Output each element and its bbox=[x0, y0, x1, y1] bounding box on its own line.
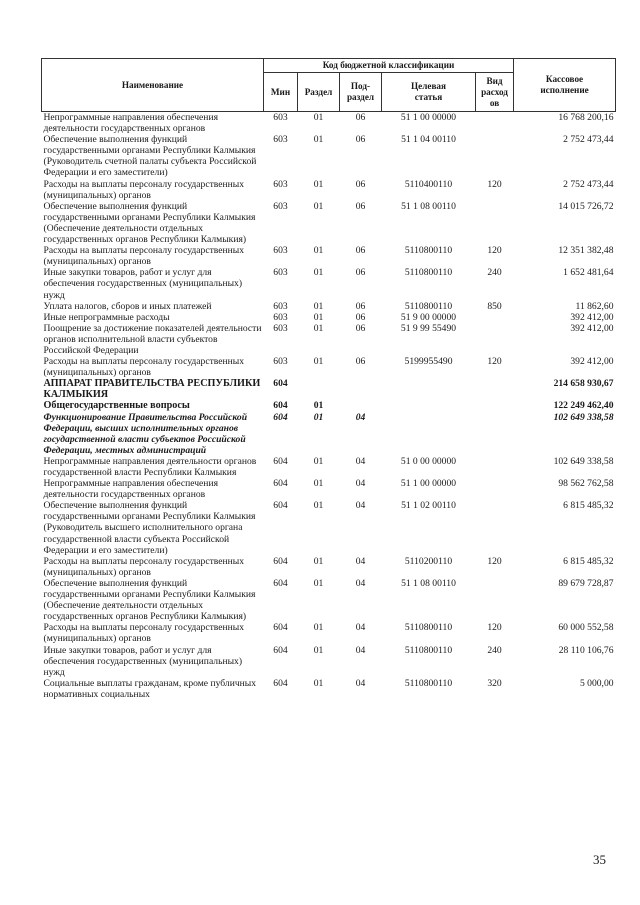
row-name: Обеспечение выполнения функций государственными органами Республики Калмыкия (Обеспечение деятельности отдельных государственных органов Республики Калмыкия) bbox=[43, 200, 256, 246]
row-amount: 102 649 338,58 bbox=[553, 411, 614, 423]
row-min: 604 bbox=[273, 677, 288, 689]
header-podrazdel: Под- раздел bbox=[340, 73, 382, 112]
row-amount: 392 412,00 bbox=[570, 356, 614, 368]
row-podrazdel: 04 bbox=[355, 677, 366, 689]
row-amount: 12 351 382,48 bbox=[558, 245, 614, 257]
row-vid: 320 bbox=[487, 677, 502, 689]
row-amount: 392 412,00 bbox=[570, 311, 614, 323]
row-podrazdel: 06 bbox=[355, 200, 366, 212]
row-name: АППАРАТ ПРАВИТЕЛЬСТВА РЕСПУБЛИКИ КАЛМЫКИЯ bbox=[43, 378, 261, 401]
row-podrazdel: 04 bbox=[355, 500, 366, 512]
row-amount: 2 752 473,44 bbox=[563, 134, 614, 146]
row-min: 604 bbox=[273, 555, 288, 567]
row-razdel: 01 bbox=[313, 267, 324, 279]
row-razdel: 01 bbox=[313, 400, 324, 412]
row-min: 603 bbox=[273, 178, 288, 190]
row-name: Расходы на выплаты персоналу государственных (муниципальных) органов bbox=[43, 622, 245, 645]
row-razdel: 01 bbox=[313, 622, 324, 634]
header-razdel: Раздел bbox=[298, 73, 340, 112]
table-row bbox=[42, 134, 616, 178]
header-code-group: Код бюджетной классификации bbox=[264, 59, 514, 73]
row-razdel: 01 bbox=[313, 555, 324, 567]
table-row bbox=[42, 201, 616, 245]
row-podrazdel: 06 bbox=[355, 322, 366, 334]
header-statya: Целевая статья bbox=[382, 73, 476, 112]
row-razdel: 01 bbox=[313, 322, 324, 334]
page-number: 35 bbox=[593, 852, 606, 867]
row-razdel bbox=[298, 378, 340, 400]
row-podrazdel: 04 bbox=[355, 411, 366, 423]
row-statya: 51 1 02 00110 bbox=[401, 500, 456, 512]
row-name: Расходы на выплаты персоналу государственных (муниципальных) органов bbox=[43, 555, 245, 578]
row-name: Иные непрограммные расходы bbox=[43, 311, 170, 323]
row-razdel: 01 bbox=[313, 134, 324, 146]
row-amount: 6 815 485,32 bbox=[563, 555, 614, 567]
row-min: 604 bbox=[273, 400, 288, 412]
row-vid bbox=[476, 201, 514, 245]
row-podrazdel: 04 bbox=[355, 622, 366, 634]
row-podrazdel bbox=[340, 378, 382, 400]
row-vid: 120 bbox=[487, 245, 502, 257]
row-vid: 120 bbox=[487, 622, 502, 634]
row-razdel: 01 bbox=[313, 677, 324, 689]
row-min: 603 bbox=[273, 322, 288, 334]
table-row bbox=[42, 378, 616, 400]
table-header bbox=[42, 59, 616, 112]
table-row bbox=[42, 478, 616, 500]
row-vid bbox=[476, 400, 514, 411]
row-statya: 5110800110 bbox=[404, 267, 453, 279]
row-razdel: 01 bbox=[313, 577, 324, 589]
table-row bbox=[42, 500, 616, 555]
row-amount: 2 752 473,44 bbox=[563, 178, 614, 190]
table-row bbox=[42, 578, 616, 622]
row-min: 604 bbox=[273, 378, 288, 390]
budget-table bbox=[41, 58, 616, 700]
row-vid: 240 bbox=[487, 267, 502, 279]
row-name: Расходы на выплаты персоналу государственных (муниципальных) органов bbox=[43, 356, 245, 379]
row-podrazdel: 06 bbox=[355, 134, 366, 146]
table-row bbox=[42, 356, 616, 378]
row-statya bbox=[382, 400, 476, 411]
row-razdel: 01 bbox=[313, 411, 324, 423]
row-statya: 5110800110 bbox=[404, 622, 453, 634]
row-razdel: 01 bbox=[313, 112, 324, 123]
row-min: 604 bbox=[273, 644, 288, 656]
row-min: 604 bbox=[273, 500, 288, 512]
row-podrazdel: 06 bbox=[355, 356, 366, 368]
row-amount: 11 862,60 bbox=[575, 300, 614, 312]
row-min: 603 bbox=[273, 112, 288, 123]
row-statya: 51 0 00 00000 bbox=[400, 455, 457, 467]
row-name: Непрограммные направления обеспечения деятельности государственных органов bbox=[43, 112, 218, 135]
table-row bbox=[42, 245, 616, 267]
row-statya: 5199955490 bbox=[404, 356, 453, 368]
row-min: 604 bbox=[273, 411, 288, 423]
row-statya: 51 1 08 00110 bbox=[401, 200, 456, 212]
row-name: Иные закупки товаров, работ и услуг для обеспечения государственных (муниципальных) нужд bbox=[43, 644, 243, 678]
row-vid bbox=[476, 500, 514, 555]
row-min: 603 bbox=[273, 245, 288, 257]
row-amount: 89 679 728,87 bbox=[558, 577, 614, 589]
row-vid bbox=[476, 412, 514, 456]
row-statya: 5110200110 bbox=[404, 555, 453, 567]
header-vid: Вид расход ов bbox=[476, 73, 514, 112]
row-razdel: 01 bbox=[313, 300, 324, 312]
row-min: 604 bbox=[273, 455, 288, 467]
row-podrazdel: 06 bbox=[355, 245, 366, 257]
row-amount: 6 815 485,32 bbox=[563, 500, 614, 512]
row-vid: 120 bbox=[487, 356, 502, 368]
row-min: 603 bbox=[273, 300, 288, 312]
row-statya: 51 9 00 00000 bbox=[400, 311, 457, 323]
row-amount: 214 658 930,67 bbox=[553, 378, 614, 390]
table-row bbox=[42, 312, 616, 323]
row-statya: 5110800110 bbox=[404, 300, 453, 312]
row-podrazdel: 06 bbox=[355, 300, 366, 312]
row-amount: 392 412,00 bbox=[570, 322, 614, 334]
table-row bbox=[42, 301, 616, 312]
row-vid: 240 bbox=[487, 644, 502, 656]
table-row bbox=[42, 267, 616, 300]
table-row bbox=[42, 112, 616, 135]
row-vid bbox=[476, 134, 514, 178]
row-name: Расходы на выплаты персоналу государственных (муниципальных) органов bbox=[43, 245, 245, 268]
row-vid bbox=[476, 578, 514, 622]
row-name: Непрограммные направления обеспечения деятельности государственных органов bbox=[43, 478, 218, 501]
row-statya bbox=[382, 378, 476, 400]
row-min: 604 bbox=[273, 577, 288, 589]
row-name: Иные закупки товаров, работ и услуг для обеспечения государственных (муниципальных) нужд bbox=[43, 267, 243, 301]
table-row bbox=[42, 323, 616, 356]
row-min: 603 bbox=[273, 311, 288, 323]
row-name: Социальные выплаты гражданам, кроме публичных нормативных социальных bbox=[43, 677, 257, 700]
row-amount: 28 110 106,76 bbox=[558, 644, 614, 656]
row-razdel: 01 bbox=[313, 455, 324, 467]
row-podrazdel: 06 bbox=[355, 311, 366, 323]
row-podrazdel: 06 bbox=[355, 178, 366, 190]
row-min: 603 bbox=[273, 267, 288, 279]
row-vid bbox=[476, 312, 514, 323]
row-amount: 14 015 726,72 bbox=[558, 200, 614, 212]
row-podrazdel: 06 bbox=[355, 112, 366, 123]
row-amount: 60 000 552,58 bbox=[558, 622, 614, 634]
row-statya: 51 1 00 00000 bbox=[400, 112, 457, 123]
row-name: Общегосударственные вопросы bbox=[43, 400, 190, 412]
row-statya bbox=[382, 412, 476, 456]
row-vid: 120 bbox=[487, 555, 502, 567]
row-podrazdel: 04 bbox=[355, 577, 366, 589]
row-razdel: 01 bbox=[313, 311, 324, 323]
header-kassa: Кассовое исполнение bbox=[514, 59, 616, 112]
row-razdel: 01 bbox=[313, 356, 324, 368]
row-razdel: 01 bbox=[313, 478, 324, 490]
row-statya: 51 1 04 00110 bbox=[401, 134, 456, 146]
table-row bbox=[42, 622, 616, 644]
row-razdel: 01 bbox=[313, 500, 324, 512]
row-statya: 51 9 99 55490 bbox=[400, 322, 457, 334]
row-name: Поощрение за достижение показателей деятельности органов исполнительной власти субъектов Российской Федерации bbox=[43, 322, 262, 356]
table-row bbox=[42, 412, 616, 456]
row-vid bbox=[476, 112, 514, 135]
row-vid: 120 bbox=[487, 178, 502, 190]
row-amount: 1 652 481,64 bbox=[563, 267, 614, 279]
row-statya: 5110400110 bbox=[404, 178, 453, 190]
row-min: 604 bbox=[273, 478, 288, 490]
row-min: 604 bbox=[273, 622, 288, 634]
row-amount: 16 768 200,16 bbox=[558, 112, 614, 123]
row-name: Расходы на выплаты персоналу государственных (муниципальных) органов bbox=[43, 178, 245, 201]
row-amount: 98 562 762,58 bbox=[558, 478, 614, 490]
row-razdel: 01 bbox=[313, 644, 324, 656]
row-vid bbox=[476, 378, 514, 400]
table-row bbox=[42, 179, 616, 201]
row-amount: 102 649 338,58 bbox=[553, 455, 614, 467]
row-razdel: 01 bbox=[313, 200, 324, 212]
row-razdel: 01 bbox=[313, 178, 324, 190]
row-statya: 51 1 08 00110 bbox=[401, 577, 456, 589]
table-row bbox=[42, 400, 616, 411]
row-name: Обеспечение выполнения функций государственными органами Республики Калмыкия (Обеспечение деятельности отдельных государственных органов Республики Калмыкия) bbox=[43, 577, 256, 623]
row-statya: 51 1 00 00000 bbox=[400, 478, 457, 490]
header-name: Наименование bbox=[42, 59, 264, 112]
row-razdel: 01 bbox=[313, 245, 324, 257]
table-row bbox=[42, 678, 616, 700]
row-podrazdel bbox=[340, 400, 382, 411]
row-name: Непрограммные направления деятельности органов государственной власти Республики Калмыкия bbox=[43, 455, 257, 478]
row-name: Уплата налогов, сборов и иных платежей bbox=[43, 300, 212, 312]
row-vid: 850 bbox=[487, 300, 502, 312]
row-min: 603 bbox=[273, 200, 288, 212]
row-podrazdel: 06 bbox=[355, 267, 366, 279]
table-body bbox=[42, 112, 616, 700]
row-name: Обеспечение выполнения функций государственными органами Республики Калмыкия (Руководитель счетной палаты субъекта Российской Федерации и его заместители) bbox=[43, 134, 257, 179]
table-row bbox=[42, 556, 616, 578]
row-vid bbox=[476, 456, 514, 478]
row-min: 603 bbox=[273, 134, 288, 146]
row-podrazdel: 04 bbox=[355, 644, 366, 656]
row-podrazdel: 04 bbox=[355, 555, 366, 567]
table-row bbox=[42, 456, 616, 478]
row-statya: 5110800110 bbox=[404, 245, 453, 257]
header-min: Мин bbox=[264, 73, 298, 112]
row-podrazdel: 04 bbox=[355, 455, 366, 467]
row-amount: 5 000,00 bbox=[579, 677, 614, 689]
table-row bbox=[42, 645, 616, 678]
row-name: Функционирование Правительства Российской Федерации, высших исполнительных органов государственной власти субъектов Российской Федерации, местных администраций bbox=[43, 411, 248, 456]
row-min: 603 bbox=[273, 356, 288, 368]
row-amount: 122 249 462,40 bbox=[553, 400, 614, 412]
row-statya: 5110800110 bbox=[404, 644, 453, 656]
row-podrazdel: 04 bbox=[355, 478, 366, 490]
row-vid bbox=[476, 478, 514, 500]
row-name: Обеспечение выполнения функций государственными органами Республики Калмыкия (Руководитель высшего исполнительного органа государственной власти субъекта Российской Федерации и его заместители) bbox=[43, 500, 256, 556]
row-vid bbox=[476, 323, 514, 356]
row-statya: 5110800110 bbox=[404, 677, 453, 689]
